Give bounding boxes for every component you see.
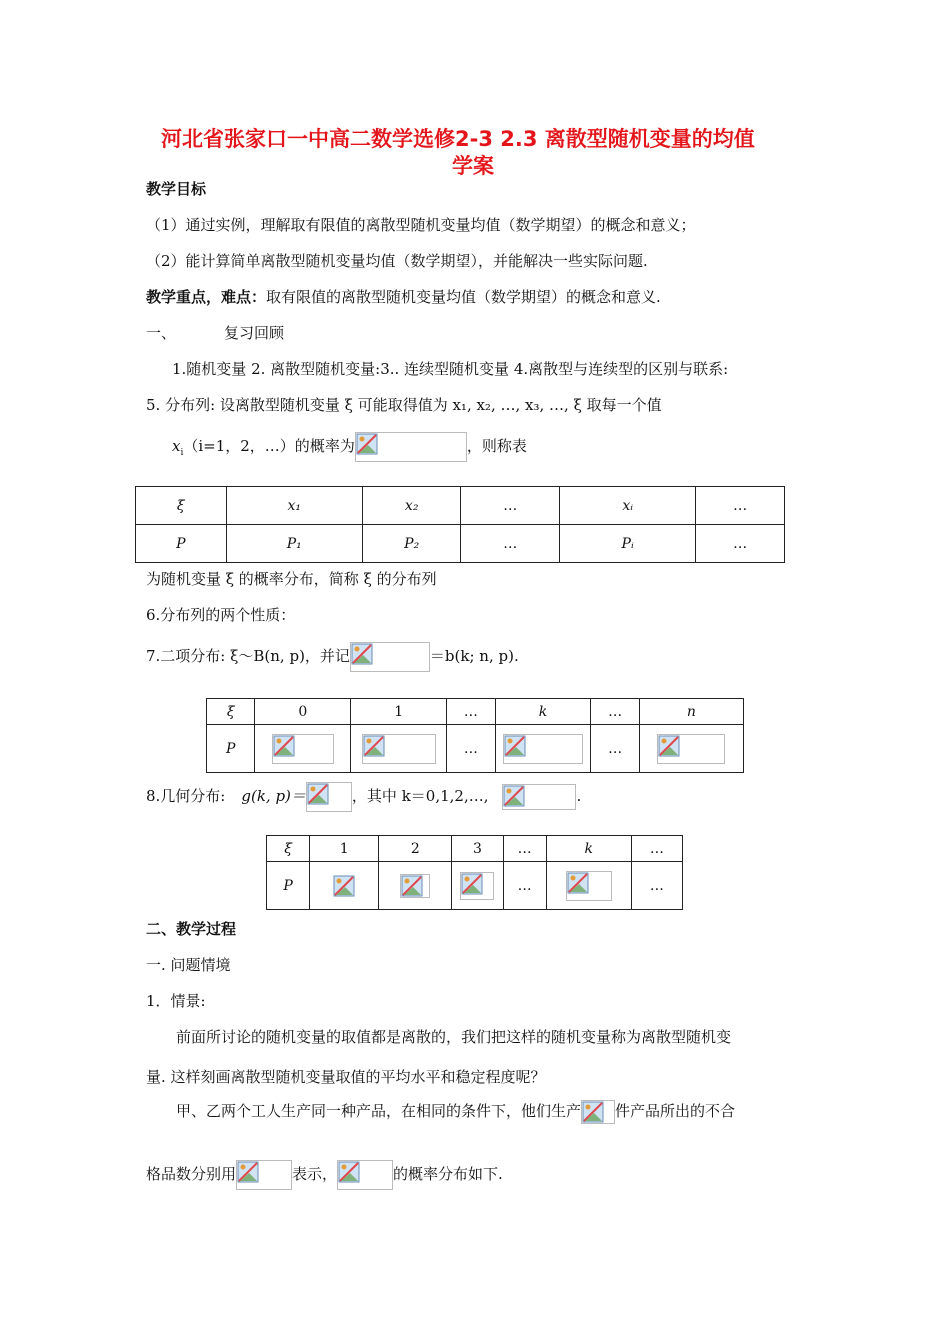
review-line-5b — [172, 432, 527, 462]
review-line-5: 5. 分布列: 设离散型随机变量 ξ 可能取得值为 x₁, x₂, …, x₃, …, ξ 取每一个值 — [146, 396, 662, 414]
paragraph-2 — [176, 1100, 735, 1124]
formula-image — [236, 1160, 292, 1190]
binomial-table — [206, 698, 744, 773]
table-cell — [639, 725, 743, 773]
formula-image — [502, 784, 576, 810]
paragraph-2-text: 甲、乙两个工人生产同一种产品，在相同的条件下，他们生产 — [176, 1102, 582, 1120]
process-sub-1: 一. 问题情境 — [146, 956, 231, 974]
table-cell: P — [207, 725, 255, 773]
broken-image-icon — [461, 873, 483, 895]
table-cell: P₂ — [362, 525, 461, 563]
process-sub-2: 1．情景: — [146, 992, 206, 1010]
broken-image-icon — [338, 1161, 360, 1183]
binomial-text-end: ＝b(k; n, p). — [429, 647, 519, 665]
table-cell: … — [591, 725, 639, 773]
table-cell: n — [639, 699, 743, 725]
table-cell: … — [447, 725, 495, 773]
key-points-label: 教学重点，难点： — [146, 288, 267, 306]
table-cell — [546, 862, 631, 910]
table-cell: 1 — [351, 699, 447, 725]
page-title-line2: 学案 — [452, 154, 494, 178]
xi-symbol: x — [172, 437, 181, 455]
table-cell: … — [447, 699, 495, 725]
table-cell: x₁ — [226, 487, 362, 525]
paragraph-3-text: 格品数分别用 — [146, 1165, 237, 1183]
table-intro: ，则称表 — [466, 437, 527, 455]
table-cell: 0 — [255, 699, 351, 725]
table-cell — [452, 862, 503, 910]
broken-image-icon — [273, 735, 295, 757]
geometric-end: . — [576, 787, 582, 805]
formula-image — [581, 1100, 615, 1124]
paragraph-3-text-mid: 表示， — [292, 1165, 338, 1183]
review-line-1: 1.随机变量 2. 离散型随机变量:3.. 连续型随机变量 4.离散型与连续型的区别与联系: — [172, 360, 729, 378]
paragraph-3 — [146, 1160, 503, 1190]
paragraph-1a: 前面所讨论的随机变量的取值都是离散的，我们把这样的随机变量称为离散型随机变 — [176, 1028, 732, 1046]
objective-item-2: （2）能计算简单离散型随机变量均值（数学期望），并能解决一些实际问题. — [146, 252, 648, 270]
broken-image-icon — [356, 433, 378, 455]
prob-text: （i=1，2，…）的概率为 — [183, 437, 355, 455]
formula-image — [657, 734, 725, 764]
table-cell — [310, 862, 379, 910]
binomial-text: 7.二项分布: ξ～B(n, p)，并记 — [146, 647, 350, 665]
broken-image-icon — [237, 1161, 259, 1183]
broken-image-icon — [401, 875, 423, 897]
review-line-6: 6.分布列的两个性质： — [146, 606, 296, 624]
broken-image-icon — [503, 785, 525, 807]
table-cell: xᵢ — [560, 487, 696, 525]
after-table-text: 为随机变量 ξ 的概率分布，简称 ξ 的分布列 — [146, 570, 437, 588]
table-cell: 3 — [452, 836, 503, 862]
objective-item-1: （1）通过实例，理解取有限值的离散型随机变量均值（数学期望）的概念和意义； — [146, 216, 696, 234]
review-heading — [146, 322, 284, 343]
formula-image — [350, 642, 430, 672]
geometric-domain: ，其中 k＝0,1,2,…, — [351, 787, 489, 805]
table-cell: k — [495, 699, 591, 725]
table-cell: ξ — [267, 836, 310, 862]
table-cell: x₂ — [362, 487, 461, 525]
table-cell: P₁ — [226, 525, 362, 563]
broken-image-icon — [333, 875, 355, 897]
formula-image — [460, 872, 494, 900]
geometric-formula: g(k, p)＝ — [241, 787, 306, 805]
broken-image-icon — [567, 872, 589, 894]
formula-image — [337, 1160, 393, 1190]
table-cell: P — [267, 862, 310, 910]
table-cell: Pᵢ — [560, 525, 696, 563]
paragraph-1b: 量. 这样刻画离散型随机变量取值的平均水平和稳定程度呢？ — [146, 1068, 546, 1086]
broken-image-icon — [658, 735, 680, 757]
formula-image — [400, 874, 430, 898]
table-cell: ξ — [207, 699, 255, 725]
table-cell: … — [696, 487, 785, 525]
review-line-8 — [146, 782, 581, 812]
table-cell: … — [503, 862, 546, 910]
table-cell — [351, 725, 447, 773]
table-cell: … — [631, 836, 682, 862]
table-cell — [379, 862, 452, 910]
formula-image — [503, 734, 583, 764]
formula-image — [362, 734, 436, 764]
broken-image-icon — [351, 643, 373, 665]
table-cell: … — [631, 862, 682, 910]
geometric-label: 8.几何分布: — [146, 787, 226, 805]
table-cell: 2 — [379, 836, 452, 862]
formula-image — [355, 432, 467, 462]
page-title: 河北省张家口一中高二数学选修2-3 2.3 离散型随机变量的均值 — [161, 127, 755, 151]
table-cell: ξ — [136, 487, 227, 525]
table-cell: … — [461, 525, 560, 563]
review-line-7 — [146, 642, 519, 672]
table-cell: P — [136, 525, 227, 563]
table-cell: … — [591, 699, 639, 725]
table-cell: … — [503, 836, 546, 862]
table-cell — [255, 725, 351, 773]
table-cell — [495, 725, 591, 773]
formula-image — [306, 782, 352, 812]
broken-image-icon — [363, 735, 385, 757]
broken-image-icon — [504, 735, 526, 757]
xi-subscript: i — [180, 448, 184, 458]
objectives-heading: 教学目标 — [146, 180, 207, 198]
review-heading-text: 复习回顾 — [224, 324, 285, 342]
table-cell: k — [546, 836, 631, 862]
broken-image-icon — [582, 1101, 604, 1123]
review-heading-number: 一、 — [146, 324, 177, 342]
table-cell: 1 — [310, 836, 379, 862]
paragraph-3-text-end: 的概率分布如下. — [393, 1165, 503, 1183]
broken-image-icon — [307, 783, 329, 805]
paragraph-2-text-end: 件产品所出的不合 — [615, 1102, 736, 1120]
key-points-text: 取有限值的离散型随机变量均值（数学期望）的概念和意义. — [266, 288, 661, 306]
table-cell: … — [696, 525, 785, 563]
geometric-table — [266, 835, 683, 910]
key-points — [146, 286, 661, 307]
distribution-table — [135, 486, 785, 563]
table-cell: … — [461, 487, 560, 525]
process-heading: 二、教学过程 — [146, 920, 237, 938]
formula-image — [272, 734, 334, 764]
formula-image — [566, 871, 612, 901]
